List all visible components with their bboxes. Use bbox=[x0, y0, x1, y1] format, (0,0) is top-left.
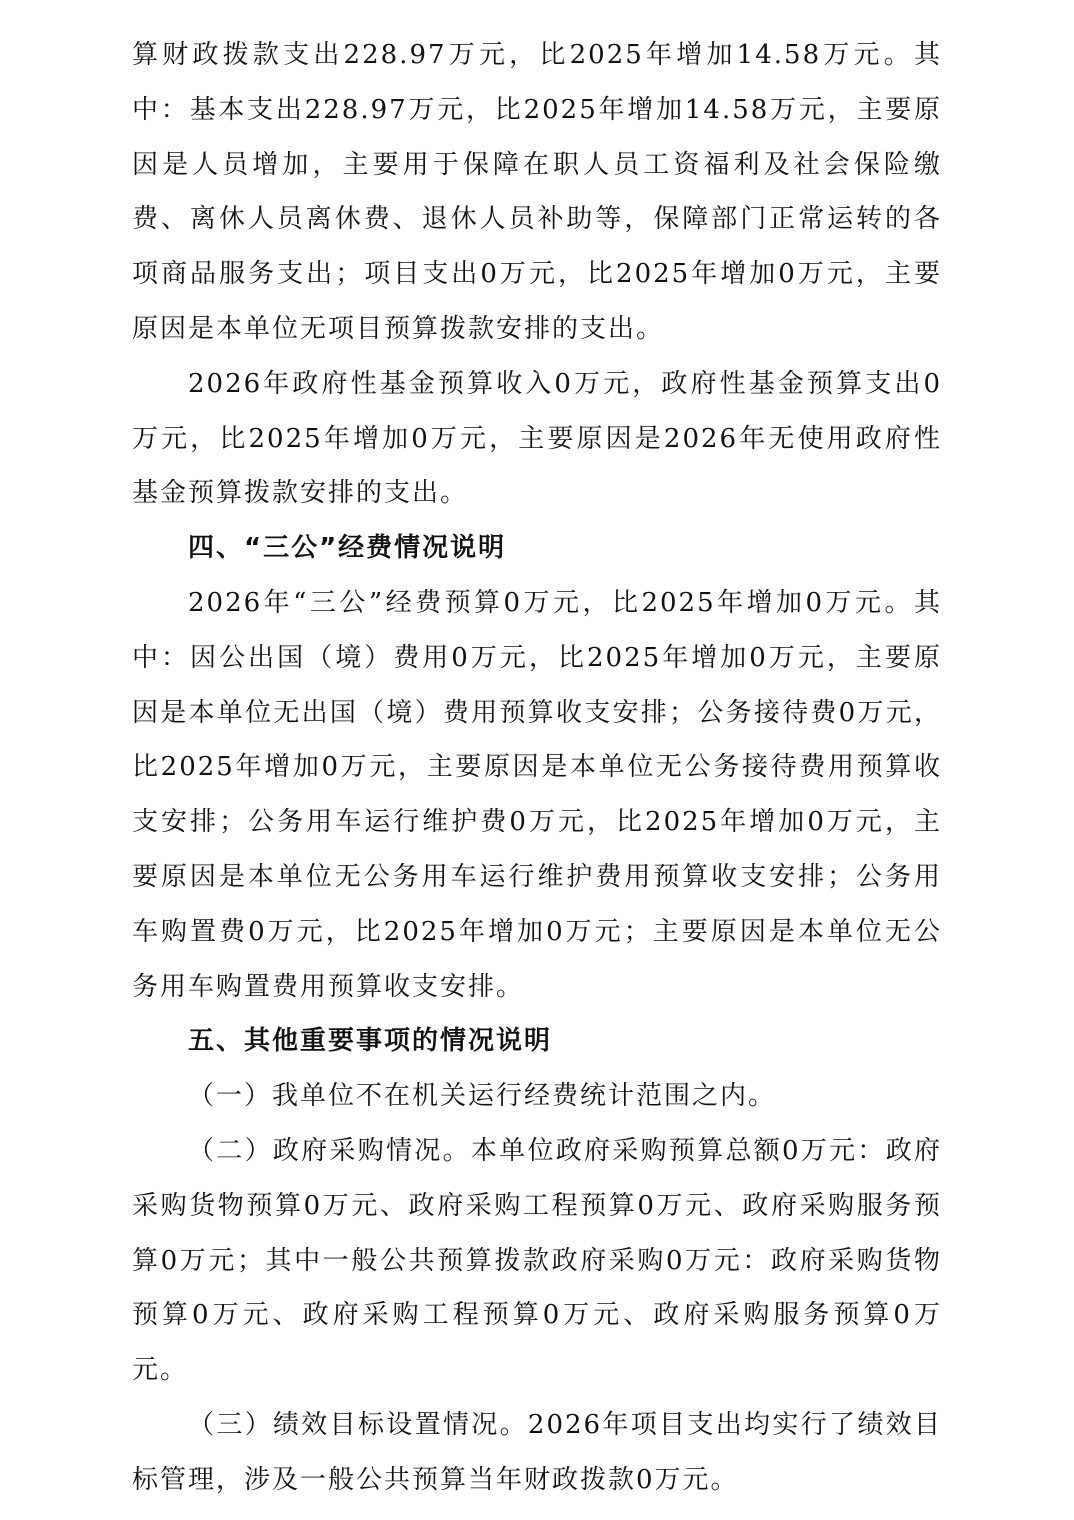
paragraph-government-fund: 2026年政府性基金预算收入0万元，政府性基金预算支出0万元，比2025年增加0万元，主要原因是2026年无使用政府性基金预算拨款安排的支出。 bbox=[132, 368, 942, 509]
section-heading-other-matters: 五、其他重要事项的情况说明 bbox=[188, 1026, 553, 1057]
paragraph-performance-targets: （三）绩效目标设置情况。2026年项目支出均实行了绩效目标管理，涉及一般公共预算当年财政拨款0万元。 bbox=[132, 1409, 942, 1495]
section-heading-three-public: 四、“三公”经费情况说明 bbox=[188, 533, 507, 564]
paragraph-operating-funds: （一）我单位不在机关运行经费统计范围之内。 bbox=[188, 1081, 777, 1112]
paragraph-budget-expenditure: 算财政拨款支出228.97万元，比2025年增加14.58万元。其中：基本支出228.97万元，比2025年增加14.58万元，主要原因是人员增加，主要用于保障在职人员工资福利及社会保险缴费、离休人员离休费、退休人员补助等，保障部门正常运转的各项商品服务支出；项目支出0万元，比2025年增加0万元，主要原因是本单位无项目预算拨款安排的支出。 bbox=[132, 40, 942, 344]
paragraph-government-procurement: （二）政府采购情况。本单位政府采购预算总额0万元：政府采购货物预算0万元、政府采购工程预算0万元、政府采购服务预算0万元；其中一般公共预算拨款政府采购0万元：政府采购货物预算0万元、政府采购工程预算0万元、政府采购服务预算0万元。 bbox=[132, 1135, 942, 1386]
paragraph-three-public-expenses: 2026年“三公”经费预算0万元，比2025年增加0万元。其中：因公出国（境）费用0万元，比2025年增加0万元，主要原因是本单位无出国（境）费用预算收支安排；公务接待费0万元，比2025年增加0万元，主要原因是本单位无公务接待费用预算收支安排；公务用车运行维护费0万元，比2025年增加0万元，主要原因是本单位无公务用车运行维护费用预算收支安排；公务用车购置费0万元，比2025年增加0万元；主要原因是本单位无公务用车购置费用预算收支安排。 bbox=[132, 587, 942, 1002]
